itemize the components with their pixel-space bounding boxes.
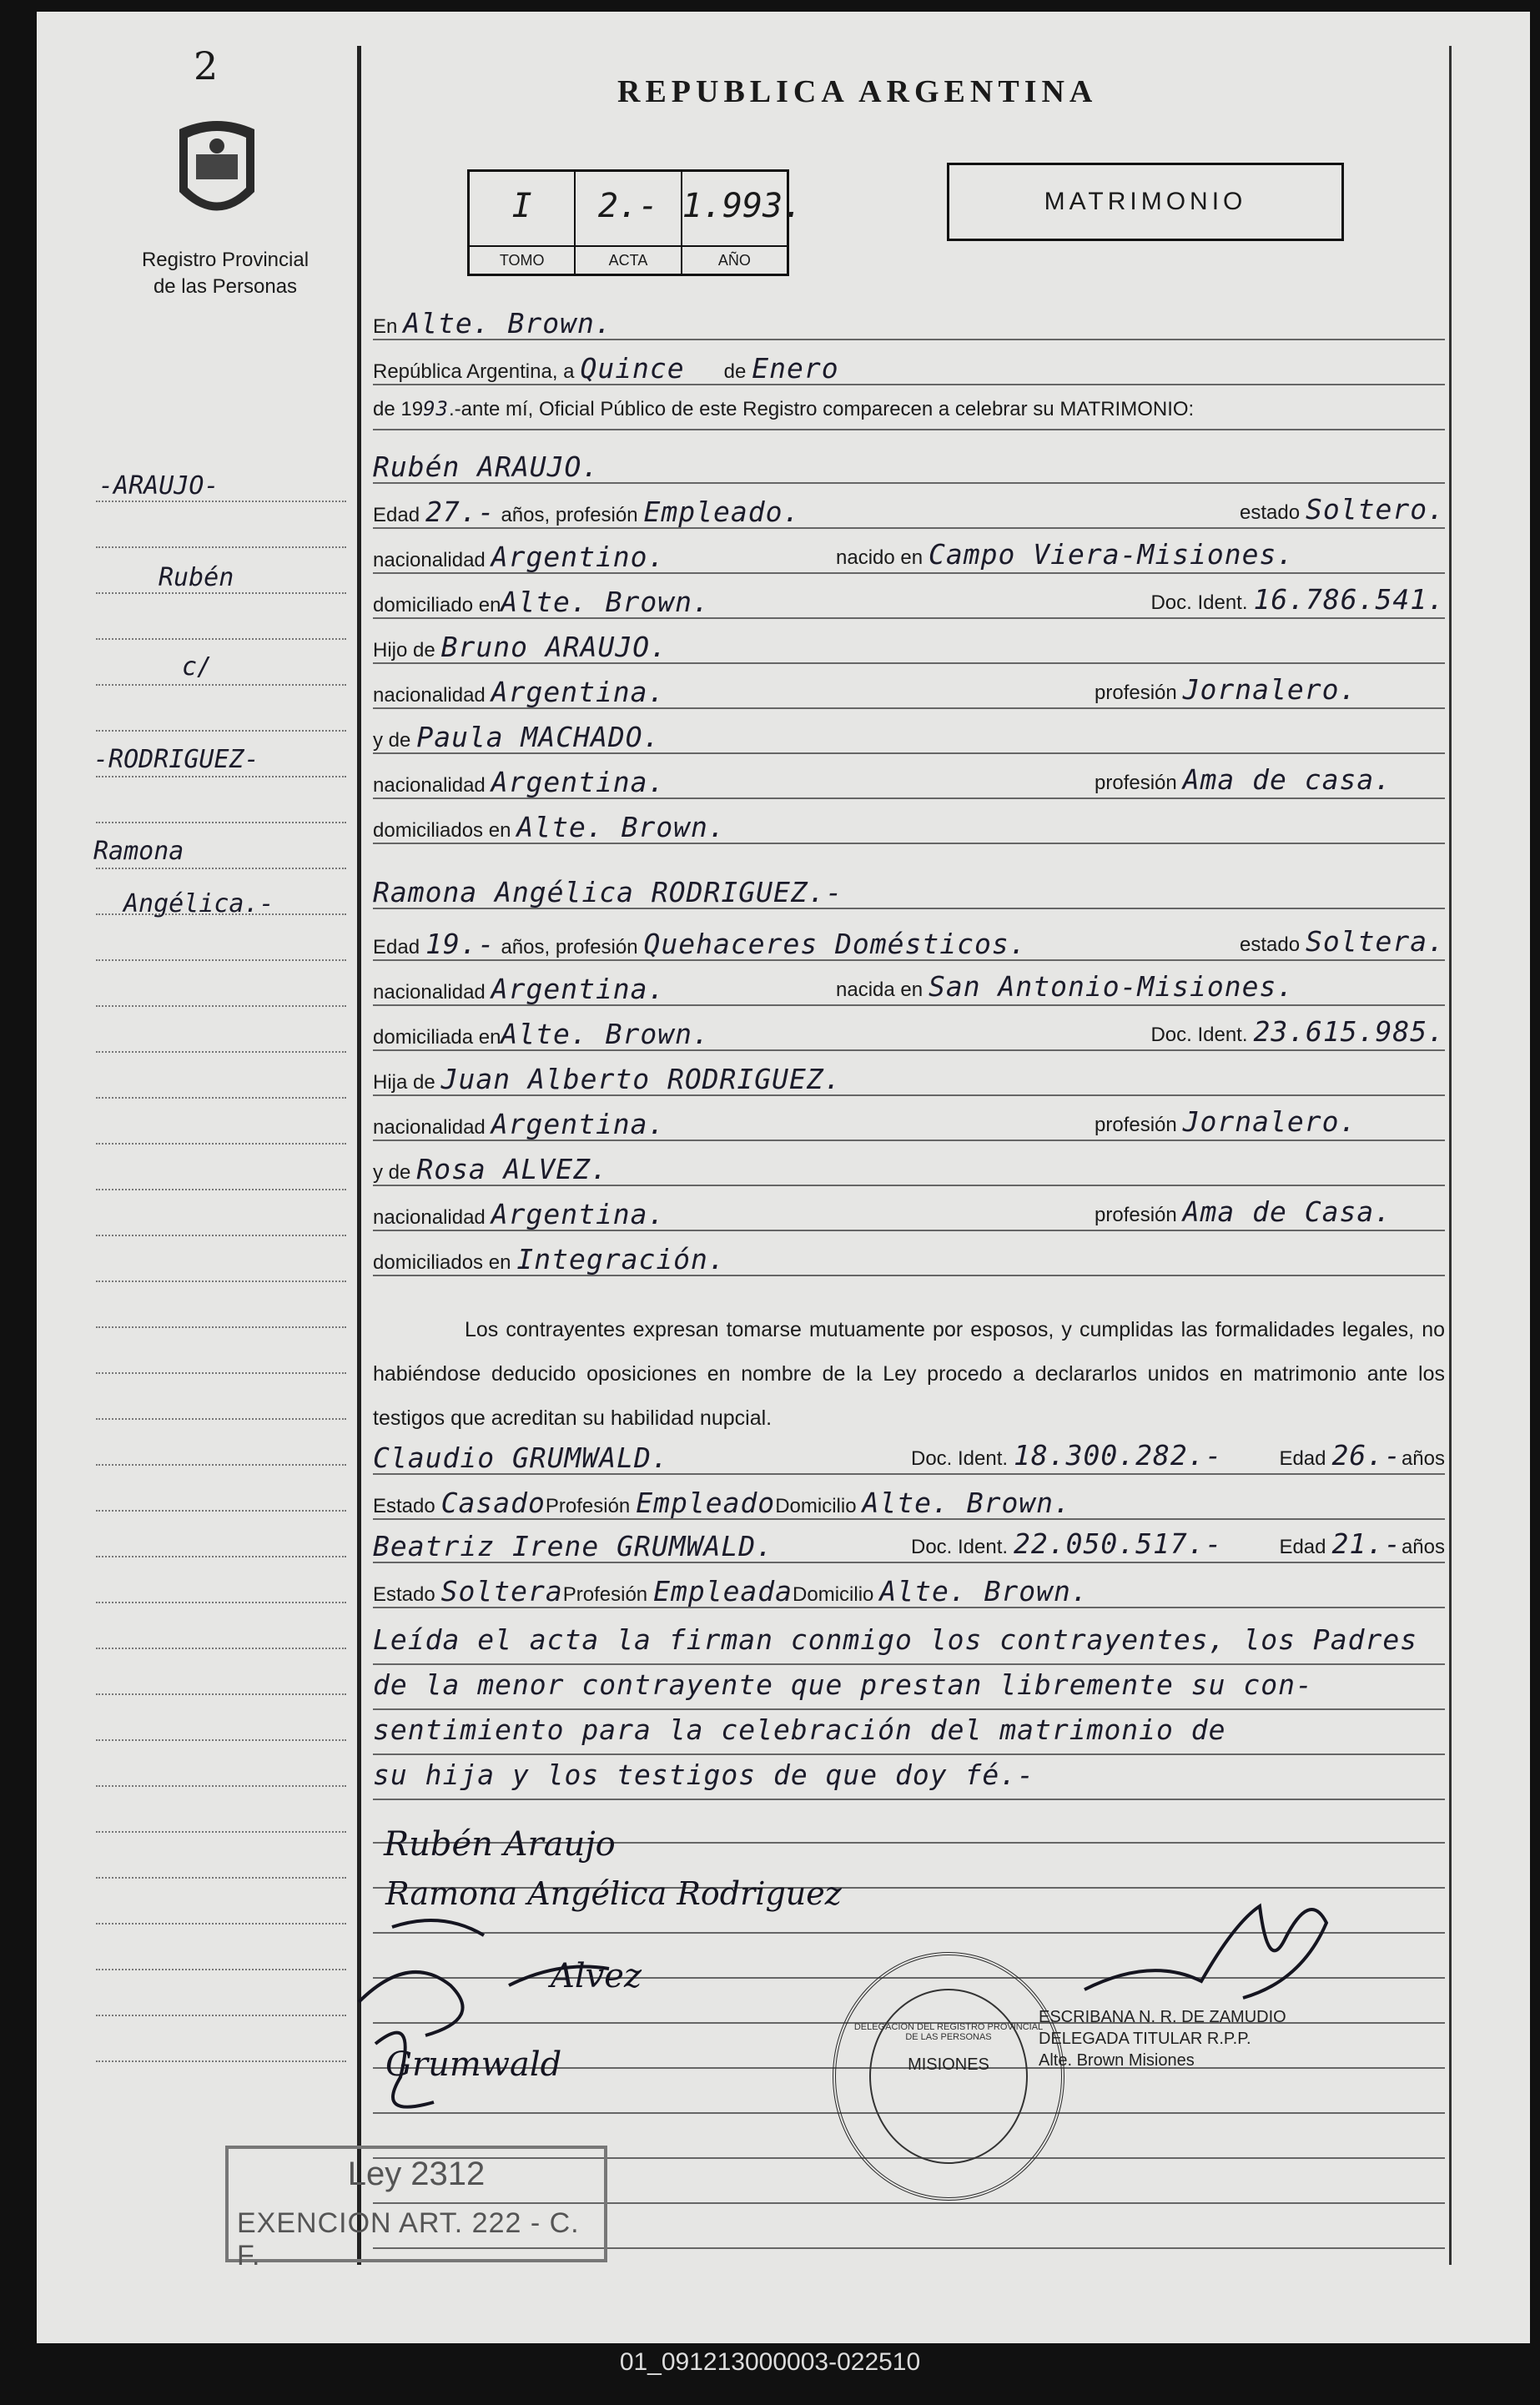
closing-line-1: Leída el acta la firman conmigo los contrayentes, los Padres [373, 1623, 1445, 1665]
margin-rule [96, 1418, 346, 1420]
row-fecha: República Argentina, a Quince de Enero [373, 352, 1445, 385]
margin-rule [96, 1693, 346, 1695]
row-groom-nac: nacionalidad Argentino. nacido en Campo Viera-Misiones. [373, 541, 1445, 574]
row-witness2-details: Estado SolteraProfesión EmpleadaDomicilio Alte. Brown. [373, 1575, 1445, 1608]
right-margin-rule [1449, 46, 1452, 2265]
row-groom-dom: domiciliado enAlte. Brown. Doc. Ident. 16.786.541. [373, 583, 1445, 618]
country-title: REPUBLICA ARGENTINA [617, 74, 1098, 109]
margin-rule [96, 1831, 346, 1833]
document-type-box: MATRIMONIO [947, 163, 1344, 241]
row-bride-edad: Edad 19.- años, profesión Quehaceres Domésticos. estado Soltera. [373, 925, 1445, 960]
row-groom-madre: y de Paula MACHADO. [373, 721, 1445, 754]
signature-witness: Grumwald [385, 2045, 562, 2084]
row-bride-madre-nac: nacionalidad Argentina. profesión Ama de Casa. [373, 1198, 1445, 1231]
closing-line-2: de la menor contrayente que prestan libremente su con- [373, 1668, 1445, 1710]
margin-rule [96, 1143, 346, 1145]
margin-rule [96, 959, 346, 961]
official-stamp: ESCRIBANA N. R. DE ZAMUDIO DELEGADA TITULAR R.P.P. Alte. Brown Misiones [1039, 2008, 1286, 2070]
margin-groom-name: Rubén [159, 563, 234, 592]
margin-rule [96, 638, 346, 640]
margin-rule [96, 501, 346, 502]
row-bride-padre: Hija de Juan Alberto RODRIGUEZ. [373, 1063, 1445, 1096]
row-groom-padres-dom: domiciliados en Alte. Brown. [373, 811, 1445, 844]
signature-parent: Alvez [551, 1957, 642, 1995]
row-groom-name [373, 450, 1445, 484]
margin-bride-surname: -RODRIGUEZ- [93, 745, 259, 774]
margin-rule [96, 1602, 346, 1603]
margin-rule [96, 1464, 346, 1466]
row-groom-madre-nac: nacionalidad Argentina. profesión Ama de casa. [373, 766, 1445, 799]
signature-bride: Ramona Angélica Rodriguez [385, 1875, 842, 1912]
closing-line-3: sentimiento para la celebración del matrimonio de [373, 1713, 1445, 1755]
margin-rule [96, 1648, 346, 1649]
dia-value: Quince [580, 352, 685, 385]
margin-bride-name1: Ramona [93, 837, 184, 866]
registry-seal-stamp: MISIONES DELEGACION DEL REGISTRO PROVINCIAL DE LAS PERSONAS [833, 1952, 1064, 2201]
row-bride-name [373, 876, 1445, 909]
margin-rule [96, 822, 346, 823]
margin-rule [96, 2015, 346, 2016]
margin-rule [96, 1005, 346, 1007]
margin-rule [96, 1326, 346, 1328]
margin-rule [96, 1280, 346, 1282]
margin-con: c/ [182, 652, 213, 682]
row-witness2: Beatriz Irene GRUMWALD. Doc. Ident. 22.050.517.- Edad 21.-años [373, 1527, 1445, 1562]
margin-rule [96, 1097, 346, 1099]
margin-rule [96, 730, 346, 732]
margin-rule [96, 868, 346, 869]
row-bride-nac: nacionalidad Argentina. nacida en San Antonio-Misiones. [373, 973, 1445, 1006]
image-id-footer: 01_091213000003-022510 [619, 2348, 921, 2376]
bride-name: Ramona Angélica RODRIGUEZ.- [373, 876, 843, 908]
margin-rule [96, 1556, 346, 1557]
row-lugar: En Alte. Brown. [373, 307, 1445, 340]
official-signature [1076, 1889, 1335, 2023]
page-number: 2 [194, 43, 219, 88]
row-bride-padre-nac: nacionalidad Argentina. profesión Jornalero. [373, 1108, 1445, 1141]
margin-bride-name2: Angélica.- [123, 889, 274, 918]
margin-groom-surname: -ARAUJO- [98, 471, 219, 501]
margin-rule [96, 1923, 346, 1925]
lugar-value: Alte. Brown. [403, 307, 612, 340]
margin-rule [96, 1877, 346, 1879]
margin-rule [96, 1372, 346, 1374]
margin-rule [96, 1510, 346, 1512]
margin-rule [96, 1189, 346, 1190]
row-groom-edad: Edad 27.- años, profesión Empleado. estado Soltero. [373, 493, 1445, 528]
row-bride-padres-dom: domiciliados en Integración. [373, 1243, 1445, 1276]
row-witness1-details: Estado CasadoProfesión EmpleadoDomicilio Alte. Brown. [373, 1487, 1445, 1520]
row-bride-dom: domiciliada enAlte. Brown. Doc. Ident. 23.615.985. [373, 1015, 1445, 1050]
margin-rule [96, 684, 346, 686]
row-groom-padre: Hijo de Bruno ARAUJO. [373, 631, 1445, 664]
row-groom-padre-nac: nacionalidad Argentina. profesión Jornalero. [373, 676, 1445, 709]
margin-rule [96, 776, 346, 777]
row-witness1: Claudio GRUMWALD. Doc. Ident. 18.300.282.- Edad 26.-años [373, 1439, 1445, 1474]
acta-reference-box: I TOMO 2.- ACTA 1.993. AÑO [467, 169, 789, 276]
closing-line-4: su hija y los testigos de que doy fé.- [373, 1758, 1445, 1800]
margin-rule [96, 1969, 346, 1970]
margin-rule [96, 592, 346, 594]
signature-scribbles [342, 1910, 617, 2136]
row-ano: de 1993.-ante mí, Oficial Público de este Registro comparecen a celebrar su MATRIMONIO: [373, 397, 1445, 430]
legal-paragraph: Los contrayentes expresan tomarse mutuamente por esposos, y cumplidas las formalidades legales, no habiéndose deducido oposiciones en nombre de la Ley procedo a declararlos unidos en matrimonio ante los testigos que acreditan su habilidad nupcial. [373, 1318, 1445, 1430]
province-coat-of-arms-logo [171, 113, 263, 234]
margin-rule [96, 2060, 346, 2062]
margin-rule [96, 546, 346, 548]
registry-name: Registro Provincial de las Personas [141, 249, 310, 298]
margin-rule [96, 1739, 346, 1741]
row-bride-madre: y de Rosa ALVEZ. [373, 1153, 1445, 1186]
mes-value: Enero [752, 352, 839, 385]
margin-rule [96, 1051, 346, 1053]
margin-rule [96, 1785, 346, 1787]
signature-groom: Rubén Araujo [384, 1825, 616, 1864]
margin-rule [96, 1235, 346, 1236]
groom-name: Rubén ARAUJO. [373, 450, 600, 483]
ley-exemption-stamp: Ley 2312 EXENCION ART. 222 - C. F. [225, 2146, 607, 2262]
ano-value: 93 [423, 397, 449, 420]
